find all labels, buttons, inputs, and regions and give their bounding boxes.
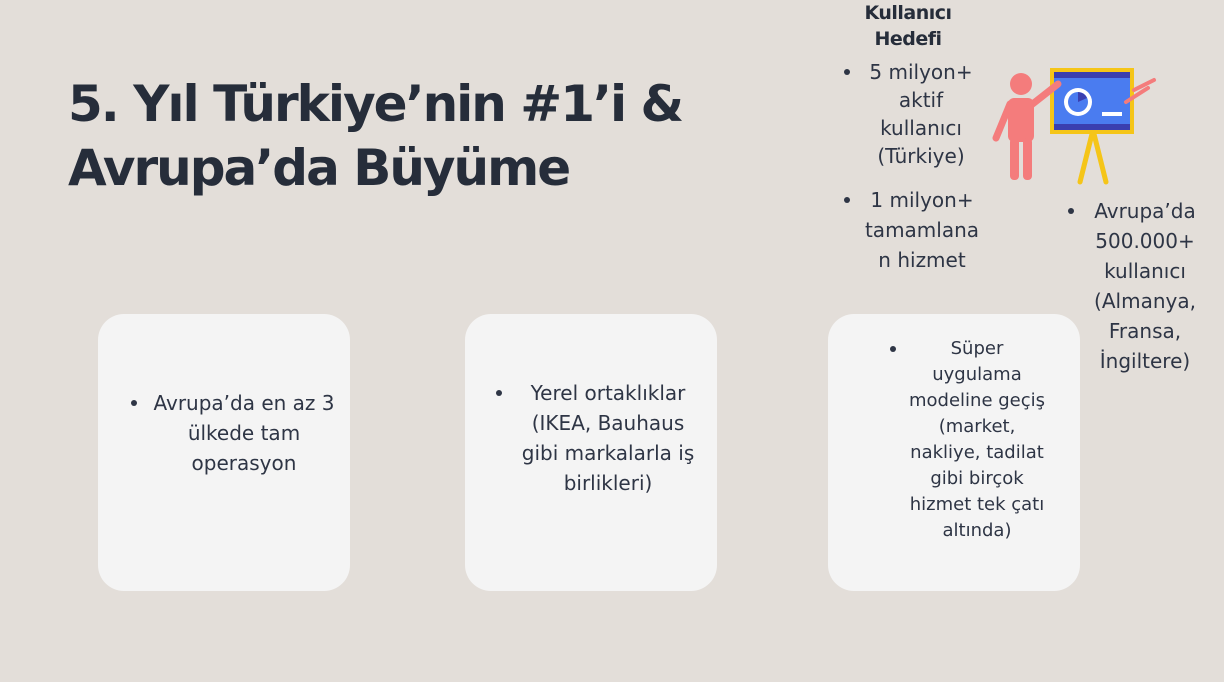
- bullet-dot: [496, 390, 502, 396]
- bullet-dot: [890, 346, 896, 352]
- bullet-dot: [844, 197, 850, 203]
- user-goal-item-completed-services: 1 milyon+ tamamlana n hizmet: [860, 185, 984, 275]
- presenter-with-board-icon: [988, 62, 1158, 188]
- card-item: Yerel ortaklıklar (IKEA, Bauhaus gibi markalarla iş birlikleri): [511, 378, 705, 498]
- user-goal-heading: [852, 0, 964, 52]
- user-goal-item-active-users: 5 milyon+ aktif kullanıcı (Türkiye): [864, 58, 978, 170]
- card-item: Avrupa’da en az 3 ülkede tam operasyon: [146, 388, 342, 478]
- europe-users-item: Avrupa’da 500.000+ kullanıcı (Almanya, Fransa, İngiltere): [1088, 196, 1202, 376]
- goal-card-local-partnerships: [465, 314, 717, 591]
- bullet-dot: [131, 400, 137, 406]
- user-goal-heading-line-1: Kullanıcı: [864, 2, 952, 24]
- card-item: Süper uygulama modeline geçiş (market, nakliye, tadilat gibi birçok hizmet tek çatı altında): [906, 336, 1048, 544]
- goal-card-europe-operations: [98, 314, 350, 591]
- slide-title-line-1: 5. Yıl Türkiye’nin #1’i &: [68, 75, 683, 133]
- bullet-dot: [844, 69, 850, 75]
- slide-title: [68, 72, 682, 200]
- goal-card-super-app: [828, 314, 1080, 591]
- user-goal-heading-line-2: Hedefi: [874, 28, 942, 50]
- slide-title-line-2: Avrupa’da Büyüme: [68, 139, 570, 197]
- bullet-dot: [1068, 208, 1074, 214]
